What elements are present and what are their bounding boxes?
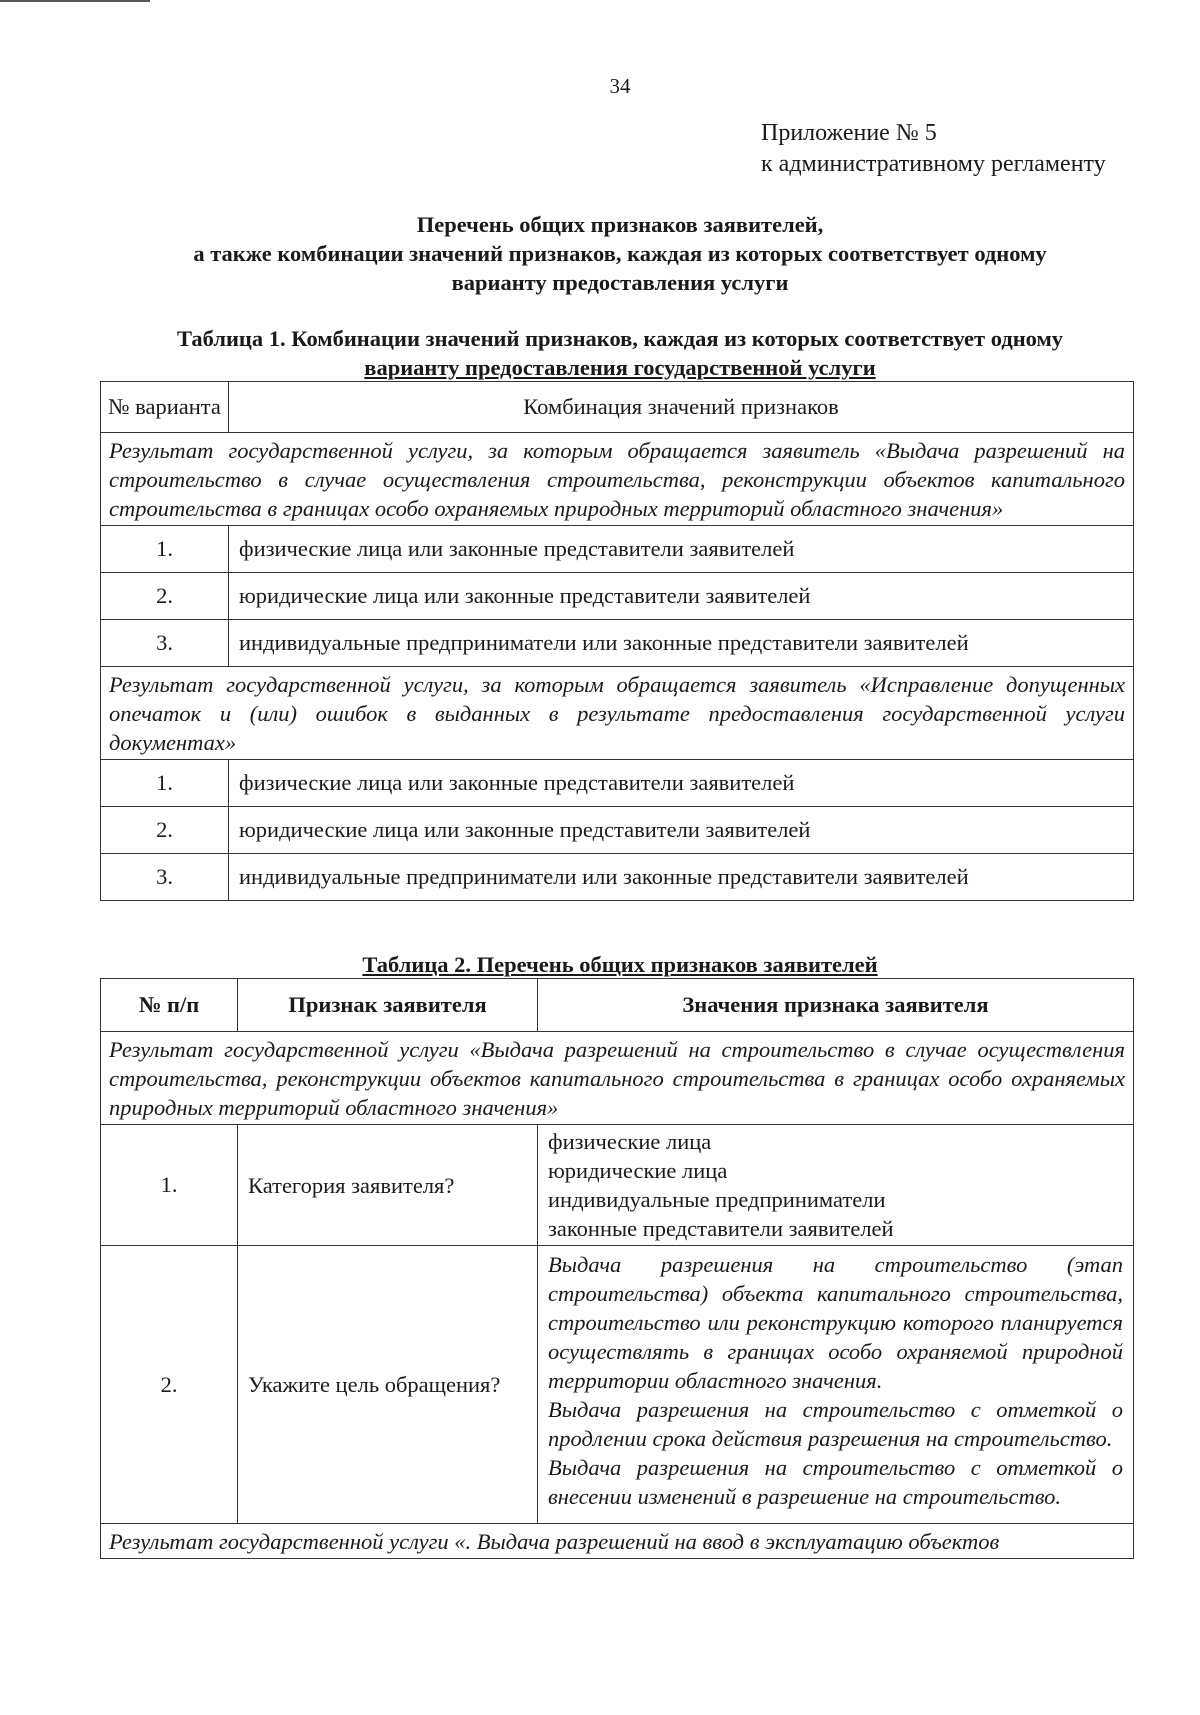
table-row — [101, 807, 1134, 854]
attribute-values — [538, 1246, 1134, 1524]
attribute-label: Укажите цель обращения? — [238, 1246, 538, 1524]
document-title — [100, 210, 1140, 297]
title-line-1: Перечень общих признаков заявителей, — [416, 212, 824, 237]
column-header-combination: Комбинация значений признаков — [229, 382, 1134, 433]
column-header-variant-number: № варианта — [101, 382, 229, 433]
table-row — [101, 573, 1134, 620]
title-line-3: варианту предоставления услуги — [451, 270, 789, 295]
table1-caption — [100, 324, 1140, 382]
table1-caption-line-1: Таблица 1. Комбинации значений признаков, каждая из которых соответствует одному — [176, 326, 1064, 351]
page-number: 34 — [609, 74, 631, 98]
table-row — [101, 526, 1134, 573]
value-item: индивидуальные предприниматели — [548, 1187, 886, 1212]
applicant-attributes-table — [100, 978, 1134, 1559]
result-description: Результат государственной услуги «. Выдача разрешений на ввод в эксплуатацию объектов — [101, 1524, 1134, 1559]
variant-number: 2. — [101, 573, 229, 620]
value-item: физические лица — [548, 1129, 712, 1154]
result-description: Результат государственной услуги, за которым обращается заявитель «Исправление допущенных опечаток и (или) ошибок в выданных в результате предоставления государственной услуги документах» — [101, 667, 1134, 760]
value-item: законные представители заявителей — [548, 1216, 894, 1241]
variant-number: 1. — [101, 526, 229, 573]
column-header-values: Значения признака заявителя — [538, 979, 1134, 1032]
table-row — [101, 1125, 1134, 1246]
title-line-2: а также комбинации значений признаков, каждая из которых соответствует одному — [193, 241, 1047, 266]
column-header-attribute: Признак заявителя — [238, 979, 538, 1032]
variants-table — [100, 381, 1134, 901]
table-row — [101, 760, 1134, 807]
table1-caption-line-2: варианту предоставления государственной услуги — [364, 355, 876, 380]
variant-number: 2. — [101, 807, 229, 854]
row-number: 1. — [101, 1125, 238, 1246]
value-item: юридические лица — [548, 1158, 728, 1183]
result-row — [101, 667, 1134, 760]
appendix-line-2: к административному регламенту — [761, 151, 1106, 177]
table-header-row — [101, 382, 1134, 433]
combination-value: индивидуальные предприниматели или законные представители заявителей — [229, 620, 1134, 667]
attribute-values — [538, 1125, 1134, 1246]
result-description: Результат государственной услуги, за которым обращается заявитель «Выдача разрешений на строительство в случае осуществления строительства, реконструкции объектов капитального строительства в границах особо охраняемых природных территорий областного значения» — [101, 433, 1134, 526]
combination-value: юридические лица или законные представители заявителей — [229, 807, 1134, 854]
combination-value: физические лица или законные представители заявителей — [229, 760, 1134, 807]
table2-caption: Таблица 2. Перечень общих признаков заявителей — [362, 952, 878, 977]
result-row — [101, 1032, 1134, 1125]
combination-value: индивидуальные предприниматели или законные представители заявителей — [229, 854, 1134, 901]
appendix-line-1: Приложение № 5 — [761, 120, 937, 146]
table-header-row — [101, 979, 1134, 1032]
combination-value: физические лица или законные представители заявителей — [229, 526, 1134, 573]
result-description: Результат государственной услуги «Выдача разрешений на строительство в случае осуществления строительства, реконструкции объектов капитального строительства в границах особо охраняемых природных территорий областного значения» — [101, 1032, 1134, 1125]
variant-number: 1. — [101, 760, 229, 807]
table-row — [101, 620, 1134, 667]
value-item: Выдача разрешения на строительство (этап строительства) объекта капитального строительства, строительство или реконструкцию которого планируется осуществлять в границах особо охраняемой природной территории областного значения. — [548, 1252, 1123, 1393]
value-item: Выдача разрешения на строительство с отметкой о продлении срока действия разрешения на строительство. — [548, 1397, 1123, 1451]
scan-edge-mark — [0, 0, 150, 2]
row-number: 2. — [101, 1246, 238, 1524]
column-header-number: № п/п — [101, 979, 238, 1032]
variant-number: 3. — [101, 854, 229, 901]
variant-number: 3. — [101, 620, 229, 667]
result-row — [101, 1524, 1134, 1559]
table-row — [101, 1246, 1134, 1524]
attribute-label: Категория заявителя? — [238, 1125, 538, 1246]
table-row — [101, 854, 1134, 901]
combination-value: юридические лица или законные представители заявителей — [229, 573, 1134, 620]
value-item: Выдача разрешения на строительство с отметкой о внесении изменений в разрешение на строительство. — [548, 1455, 1123, 1509]
result-row — [101, 433, 1134, 526]
appendix-note — [761, 118, 1106, 180]
